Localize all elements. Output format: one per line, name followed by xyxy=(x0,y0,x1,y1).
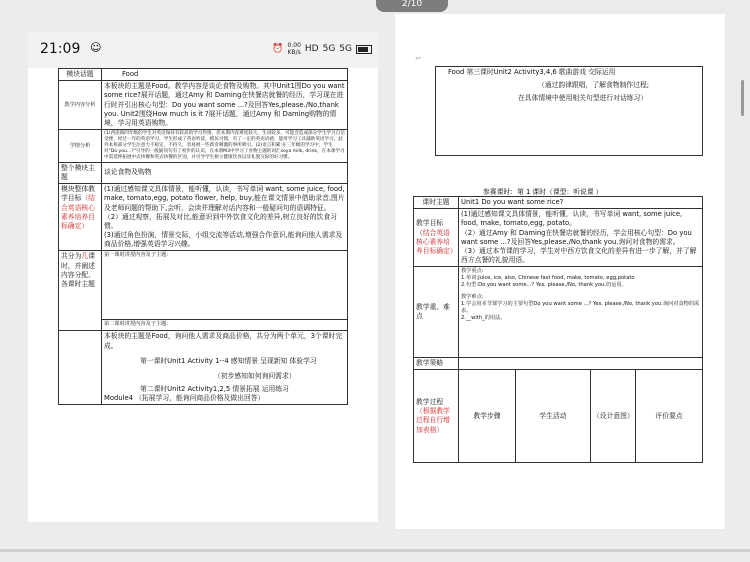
header-line-3: 在具体情境中使用相关句型进行对话练习） xyxy=(518,94,648,103)
lesson-2: 第二课时Unit2 Activity1,2,5 情景拓展 运用练习 xyxy=(140,385,289,394)
right-page-document xyxy=(395,14,725,529)
rgoal-2: （2）通过Amy 和 Daming在快餐店就餐的经历，学会用核心句型：Do you want some ...?及回答Yes,please./No,thank you.询问对食物的需求。 xyxy=(461,228,692,246)
key-1: 教学重点: xyxy=(461,268,484,275)
key-cell xyxy=(459,267,703,358)
alarm-icon: ⏰ xyxy=(272,44,284,54)
header-line-1: Food 第三课时Unit2 Activity3,4,6 歌曲游戏 交际运用 xyxy=(448,68,616,76)
process-red: （根据教学过程自行增加表格） xyxy=(416,407,450,434)
net-speed: 0.00 KB/s xyxy=(287,42,301,56)
rgoal-label: 教学目标（ xyxy=(416,219,444,237)
key-6: 2.__with_的用法。 xyxy=(461,314,506,321)
key-3: 2.句型:Do you want some...? Yes, please./No, thank you.的运用。 xyxy=(461,281,627,288)
goal-label-cell xyxy=(59,184,102,251)
goal-cell xyxy=(102,184,348,251)
right-header-table xyxy=(435,66,703,156)
share-note-1: 第一课时讲授内容及子主题: xyxy=(102,251,348,320)
key-4: 教学难点: xyxy=(461,294,484,301)
analysis-label: 教学内容分析 xyxy=(59,81,102,130)
key-5: 1.学会用本节课学习的主要句型Do you want some ...? Yes, please./No, thank you.询问对食物的需求。 xyxy=(461,301,700,314)
phone-status-bar xyxy=(28,32,378,68)
rgoal-label-cell xyxy=(414,209,459,267)
share-label-1: 共分为 xyxy=(61,252,82,261)
left-lesson-table xyxy=(58,68,348,405)
strategy-label: 教学策略 xyxy=(414,358,459,370)
share-note-2: 第二课时讲授内容及子主题: xyxy=(102,320,348,331)
corner-mark-tl: ⌐ xyxy=(415,54,422,63)
battery-icon xyxy=(356,45,372,54)
rgoal-3: （3）通过本节课的学习，学生对中西方饮食文化的差异有进一步了解，并了解西方点餐的礼貌用语。 xyxy=(461,246,697,265)
viewer-bottom-divider xyxy=(0,549,750,552)
process-label: 教学过程 xyxy=(416,398,444,407)
module-text: 谈论食物及购物 xyxy=(102,162,348,183)
signal-5g-2: 5G xyxy=(339,44,352,54)
share-red: 几 xyxy=(81,252,89,261)
rgoal-cell xyxy=(459,209,703,267)
split-cell xyxy=(102,331,348,405)
lesson-1: 第一课时Unit1 Activity 1--4 感知情景 呈现新知 体验学习 xyxy=(140,356,317,365)
scrollbar[interactable] xyxy=(741,80,744,116)
key-2: 1.单词:Juice, ice, also, Chinese fast food, make, tomato, egg,potato xyxy=(461,274,635,281)
status-icons xyxy=(272,42,372,56)
signal-5g-1: 5G xyxy=(322,44,336,54)
goal-3: (3)通过角色扮演，情景交际，小组交流等活动,增强合作意识,能询问他人需求及商品价格,增强英语学习兴趣。 xyxy=(104,231,343,249)
hd-badge: HD xyxy=(304,44,319,54)
split-text: 本板块的主题是Food，询问他人需求及商品价格，共分为两个单元，3个课时完成。 xyxy=(104,332,343,350)
strategy-cell xyxy=(459,358,703,370)
split-spacer xyxy=(59,331,102,405)
header-cell xyxy=(436,67,703,156)
ref-lesson: 参赛课时：第 1 课时（课型：听说课 ） xyxy=(483,188,603,196)
learner-text: (1)西崖镇四年级的学生对英语保持有较高的学习热情，但本期内容难度较大，生词较多，可能会造成部分学生学习自信受挫，经过一年的英语学习，学生形成了英语听读，模仿习惯，有了一定的英语语感，能用学习工具辅助英语学习，此外本班部分学生注意力不稳定，不持久，容易被一些新奇刺激的事所吸引。(2)语言积累:在三年级的学习中，学生对"Do you...?"引导的一般疑问句有了初步的认识，在本册M3中学习了食物主题的词汇soya milk, drink，在本课学习中需延伸拓展中式快餐和英式快餐的区别，并引导学生树立健康饮食以及礼貌交际的好习惯。 xyxy=(102,130,348,163)
share-label-2: 课时，并阐述内容分配、各课时主题 xyxy=(61,252,95,288)
share-label-cell xyxy=(59,251,102,331)
topic-label: 模块话题 xyxy=(59,69,102,81)
rgoal-1: (1)通过感知课文具体情景，能听懂，认读，书写单词 want, some juice, food, make, tomato,egg, potato。 xyxy=(461,210,683,228)
analysis-text: 本板块的主题是Food。教学内容是谈论食物及购物。其中Unit1围Do you want some rice?展开话题，通过Amy 和 Daming在快餐店就餐的经历，学习现在进行时并引出核心句型：Do you want some ...?及回答Yes,please./No,thank you. Unit2围绕How much is it ?展开话题，通过Amy 和 Daming购物的情境，学习用英语购物。 xyxy=(102,81,348,130)
theme-text: Unit1 Do you want some rice? xyxy=(459,197,703,209)
page-counter: 2/10 xyxy=(376,0,448,12)
col-evaluation: 评价要点 xyxy=(636,370,703,463)
process-label-cell xyxy=(414,370,459,463)
bilibili-icon: ☺ xyxy=(90,41,102,54)
goal-2: （2）通过观察，拓展及对比,能意识到中外饮食文化的差异,树立良好的饮食习惯。 xyxy=(104,212,337,230)
rgoal-red: 结合英语核心素养培养目标确定） xyxy=(416,228,457,255)
col-activity: 学生活动 xyxy=(516,370,591,463)
goal-red-note: （结合英语核心素养培养目标确定） xyxy=(61,194,95,230)
module-label: 整个模块主题 xyxy=(59,162,102,183)
status-time: 21:09 xyxy=(40,41,81,57)
left-page-screenshot xyxy=(28,32,378,522)
key-label: 教学重、难点 xyxy=(414,267,459,358)
topic-text: Food xyxy=(122,70,139,78)
right-lesson-table xyxy=(413,196,703,463)
theme-label: 课时主题 xyxy=(414,197,459,209)
goal-label: 模块整体教学目标 xyxy=(61,185,95,203)
lesson-1-note: （初步感知如何询问需求） xyxy=(214,371,296,380)
col-intent: （设计意图） xyxy=(591,370,636,463)
header-line-2: （通过韵律跟唱，了解食物制作过程; xyxy=(538,81,650,90)
learner-label: 学情分析 xyxy=(59,130,102,163)
topic-value xyxy=(102,69,348,81)
col-steps: 教学步骤 xyxy=(459,370,516,463)
lesson-3: Module4 （拓展学习，能询问商品价格及做出回答） xyxy=(104,394,265,403)
goal-1: (1)通过感知课文具体情景，能听懂，认读，书写单词 want, some juice, food, make, tomato,egg, potato flower, help, buy,能在课文情景中借助录音,图片及老师问题的帮助下,会听，会读并理解对话内容和一般疑问句的语调特征。 xyxy=(104,185,345,212)
